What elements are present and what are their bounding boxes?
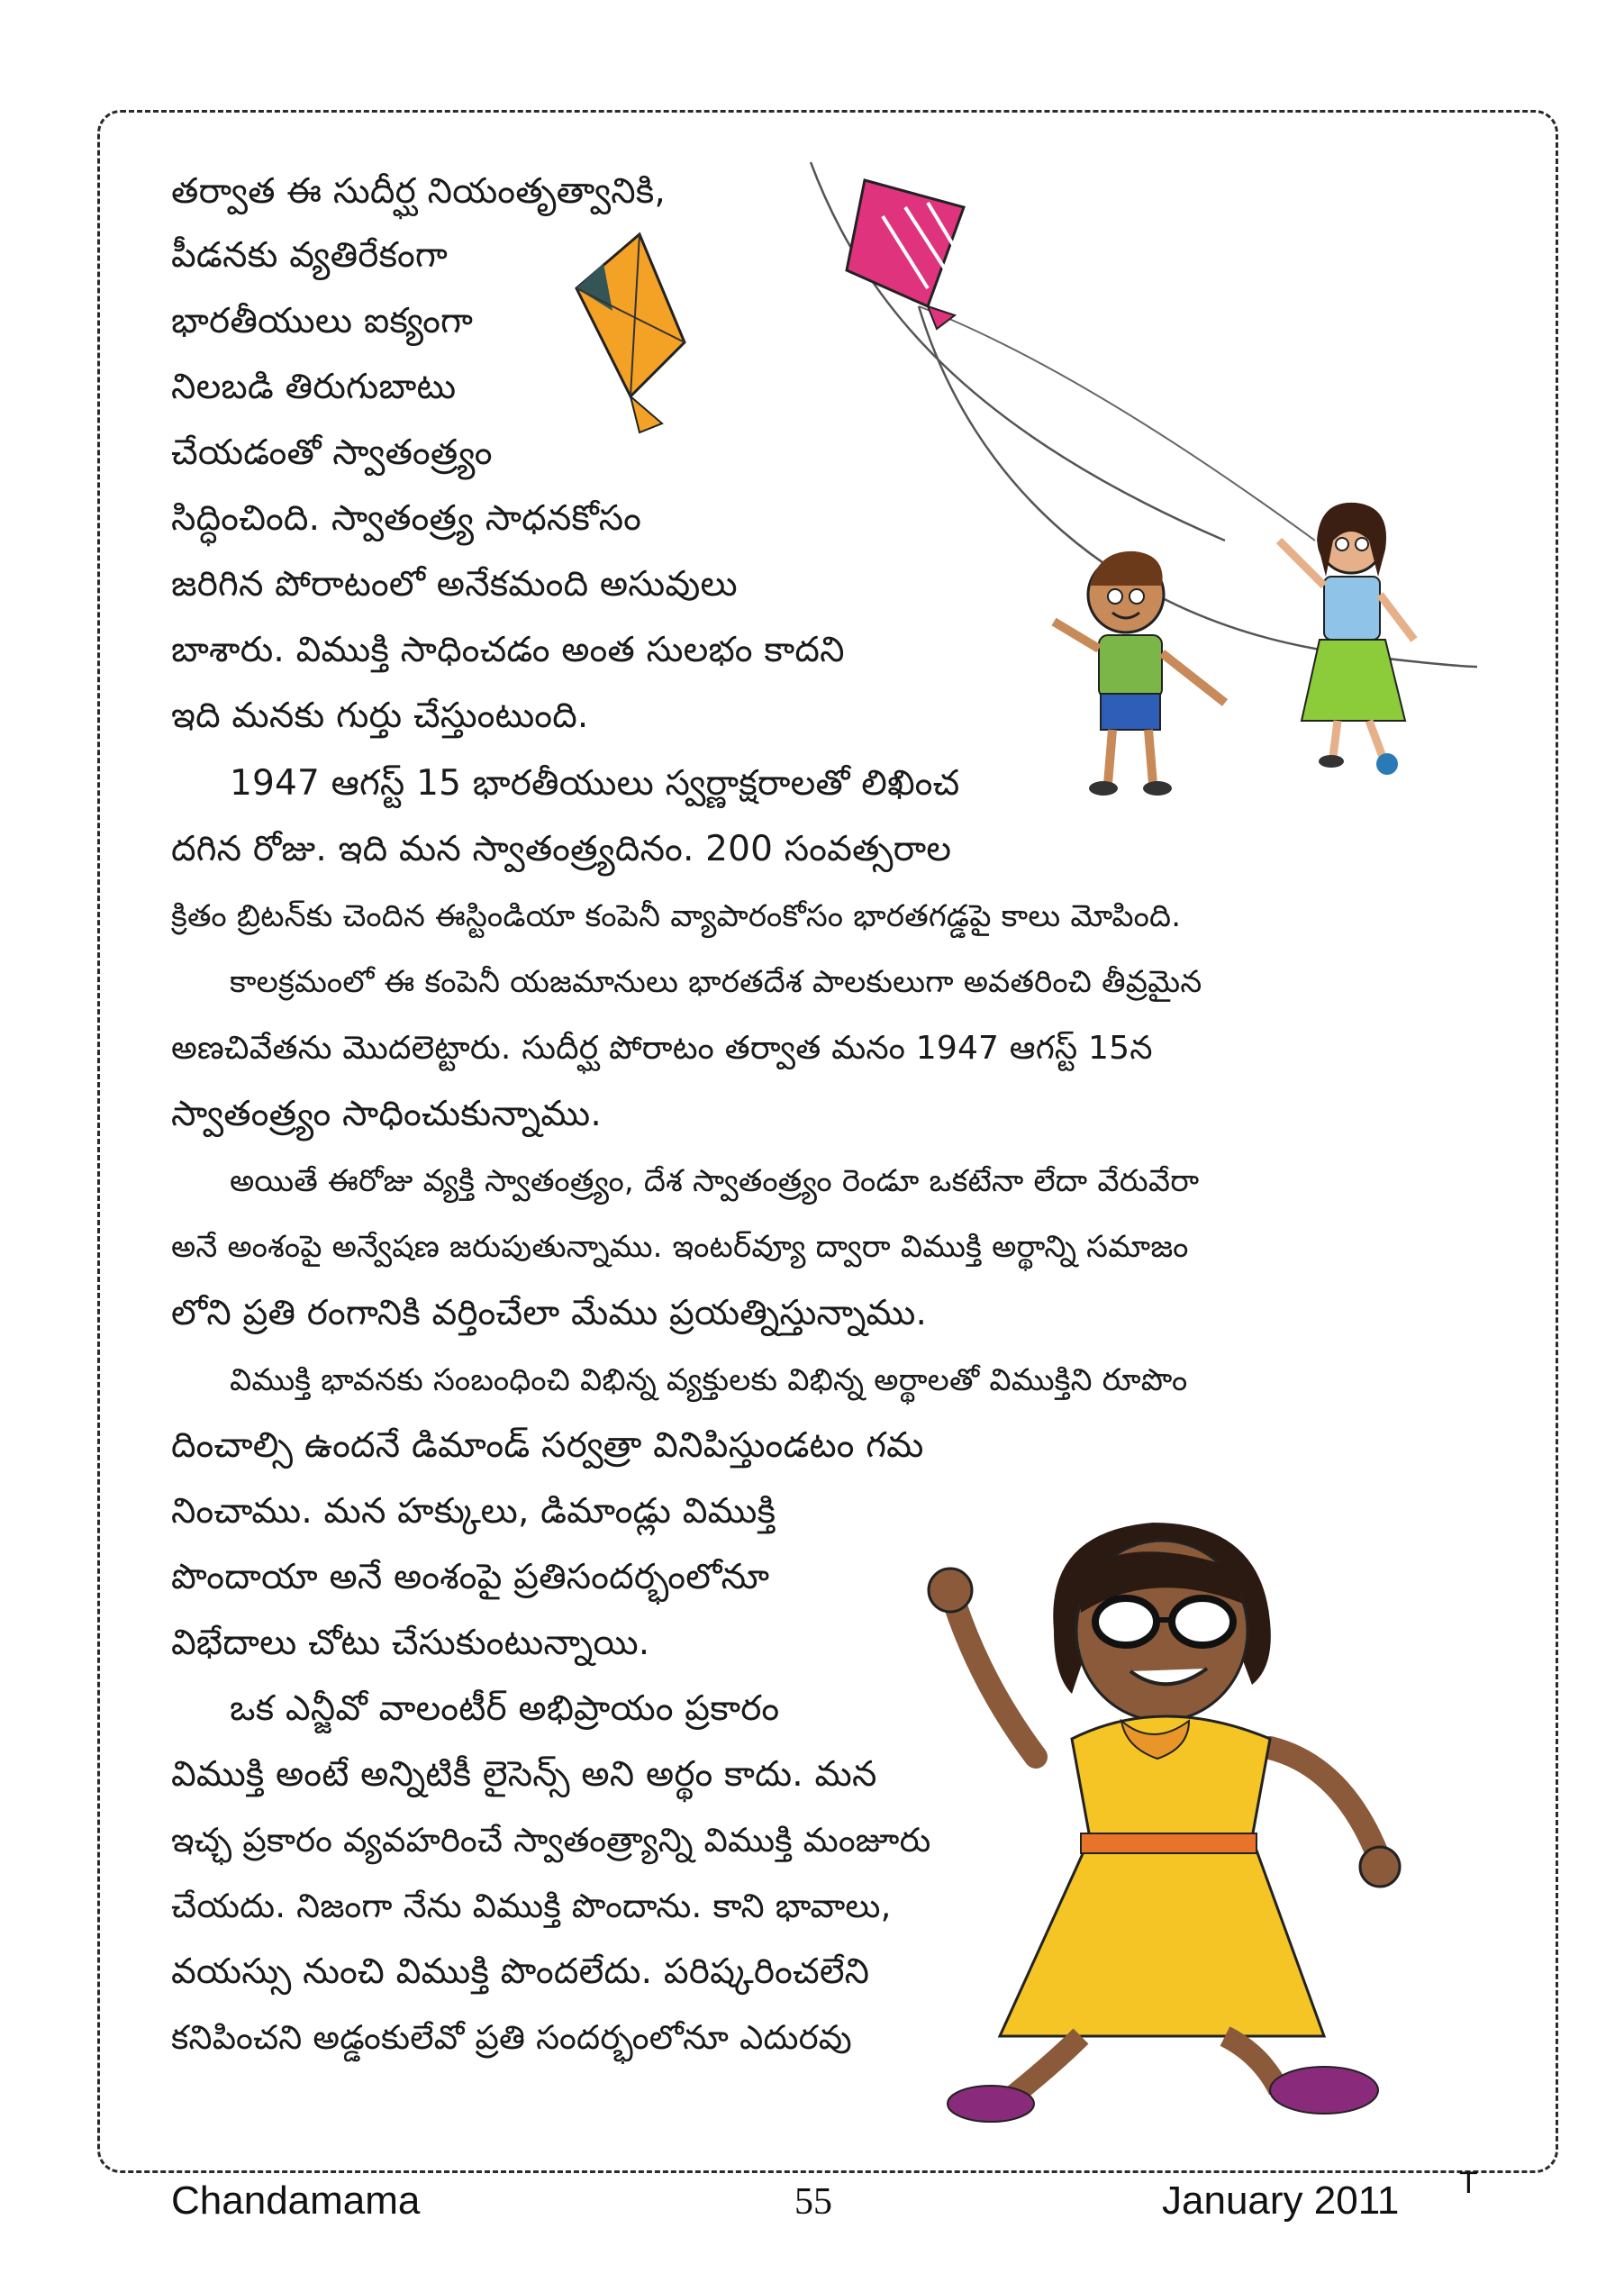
page-mark: T [1459,2166,1478,2200]
kite-flying-children-illustration [504,162,1513,811]
text-line: వయస్సు నుంచి విముక్తి పొందలేదు. పరిష్కరించలేని [171,1951,870,1992]
text-line: స్వాతంత్ర్యం సాధించుకున్నాము. [171,1094,602,1134]
text-line: ఒక ఎన్జీవో వాలంటీర్ అభిప్రాయం ప్రకారం [230,1688,780,1729]
text-line: 1947 ఆగస్ట్ 15 భారతీయులు స్వర్ణాక్షరాలతో లిఖించ [230,763,960,804]
text-line: పొందాయా అనే అంశంపై ప్రతిసందర్భంలోనూ [171,1557,770,1597]
pink-kite-icon [847,180,964,329]
text-line: అయితే ఈరోజు వ్యక్తి స్వాతంత్ర్యం, దేశ స్వాతంత్ర్యం రెండూ ఒకటేనా లేదా వేరువేరా [230,1163,1200,1199]
text-line: అనే అంశంపై అన్వేషణ జరుపుతున్నాము. ఇంటర్‌వ్యూ ద్వారా విముక్తి అర్థాన్ని సమాజం [171,1229,1189,1265]
text-line: దగిన రోజు. ఇది మన స్వాతంత్ర్యదినం. 200 సంవత్సరాల [171,829,952,869]
text-line: పీడనకు వ్యతిరేకంగా [171,235,449,276]
issue-date: January 2011 [1162,2178,1400,2223]
text-line: దించాల్సి ఉందనే డిమాండ్ సర్వత్రా వినిపిస్తుండటం గమ [171,1425,924,1466]
girl-figure [1279,503,1414,775]
running-girl-illustration [919,1478,1495,2126]
text-line: అణచివేతను మొదలెట్టారు. సుదీర్ఘ పోరాటం తర్వాత మనం 1947 ఆగస్ట్ 15న [171,1030,1153,1067]
text-line: ఇచ్ఛ ప్రకారం వ్యవహరించే స్వాతంత్ర్యాన్ని విముక్తి మంజూరు [171,1821,931,1860]
boy-figure [1054,551,1225,796]
text-line: కాలక్రమంలో ఈ కంపెనీ యజమానులు భారతదేశ పాలకులుగా అవతరించి తీవ్రమైన [230,964,1202,1000]
text-line: నిలబడి తిరుగుబాటు [171,367,457,407]
text-line: నించాము. మన హక్కులు, డిమాండ్లు విముక్తి [171,1491,776,1532]
orange-kite-icon [576,234,685,432]
text-line: కనిపించని అడ్డంకులేవో ప్రతి సందర్భంలోనూ ఎదురవు [171,2018,852,2057]
text-line: సిద్ధించింది. స్వాతంత్ర్య సాధనకోసం [171,498,642,539]
text-line: విభేదాలు చోటు చేసుకుంటున్నాయి. [171,1623,650,1663]
magazine-name: Chandamama [171,2178,421,2223]
text-line: విముక్తి భావనకు సంబంధించి విభిన్న వ్యక్తులకు విభిన్న అర్థాలతో విముక్తిని రూపొం [230,1362,1188,1398]
text-line: చేయడంతో స్వాతంత్ర్యం [171,432,493,473]
text-line: విముక్తి అంటే అన్నిటికీ లైసెన్స్ అని అర్థం కాదు. మన [171,1754,877,1795]
text-line: జరిగిన పోరాటంలో అనేకమంది అసువులు [171,564,738,605]
text-line: భారతీయులు ఐక్యంగా [171,301,474,341]
text-line: ఇది మనకు గుర్తు చేస్తుంటుంది. [171,696,589,736]
text-line: తర్వాత ఈ సుదీర్ఘ నియంతృత్వానికి, [171,171,667,212]
text-line: చేయదు. నిజంగా నేను విముక్తి పొందాను. కాని భావాలు, [171,1887,892,1925]
text-line: క్రితం బ్రిటన్‌కు చెందిన ఈస్టిండియా కంపెనీ వ్యాపారంకోసం భారతగడ్డపై కాలు మోపింది. [171,898,1182,934]
text-line: లోని ప్రతి రంగానికి వర్తించేలా మేము ప్రయత్నిస్తున్నాము. [171,1293,928,1333]
page-number: 55 [794,2181,832,2223]
text-line: బాశారు. విముక్తి సాధించడం అంత సులభం కాదని [171,630,845,670]
